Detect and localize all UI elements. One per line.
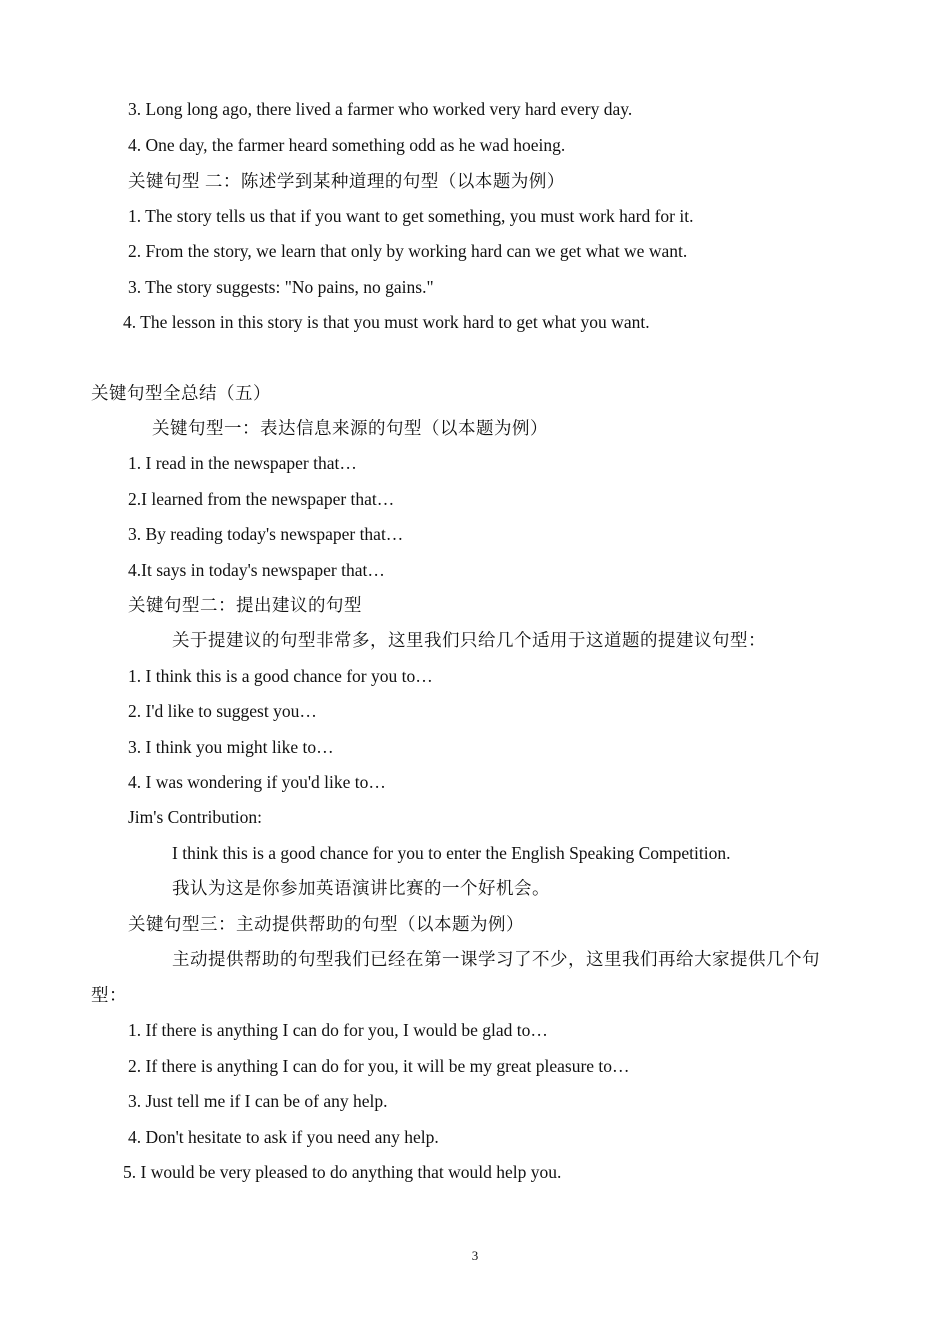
sentence-line: 3. Just tell me if I can be of any help. (128, 1091, 388, 1111)
sentence-line: 2.I learned from the newspaper that… (128, 489, 395, 509)
contribution-label: Jim's Contribution: (128, 807, 262, 827)
sentence-line: 2. From the story, we learn that only by working hard can we get what we want. (128, 241, 688, 261)
page-number: 3 (471, 1248, 479, 1263)
sentence-line: 1. I read in the newspaper that… (128, 453, 357, 473)
section-heading: 关键句型三：主动提供帮助的句型（以本题为例） (128, 914, 524, 934)
sentence-line: 4. The lesson in this story is that you must work hard to get what you want. (123, 312, 650, 332)
paragraph-text: 关于提建议的句型非常多，这里我们只给几个适用于这道题的提建议句型： (172, 630, 766, 650)
sentence-line: 4. One day, the farmer heard something odd as he wad hoeing. (128, 135, 566, 155)
sentence-line: 4. Don't hesitate to ask if you need any help. (128, 1127, 439, 1147)
sentence-line: 5. I would be very pleased to do anything that would help you. (123, 1162, 562, 1182)
translation-line: 我认为这是你参加英语演讲比赛的一个好机会。 (172, 878, 550, 898)
sentence-line: I think this is a good chance for you to enter the English Speaking Competition. (172, 843, 731, 863)
sentence-line: 1. I think this is a good chance for you to… (128, 666, 433, 686)
sentence-line: 3. By reading today's newspaper that… (128, 524, 404, 544)
sentence-line: 3. I think you might like to… (128, 737, 334, 757)
sentence-line: 4. I was wondering if you'd like to… (128, 772, 386, 792)
section-heading: 关键句型 二：陈述学到某种道理的句型（以本题为例） (128, 171, 565, 191)
paragraph-text: 主动提供帮助的句型我们已经在第一课学习了不少，这里我们再给大家提供几个句 (172, 949, 820, 969)
sentence-line: 3. The story suggests: "No pains, no gains." (128, 277, 434, 297)
summary-title: 关键句型全总结（五） (91, 383, 271, 403)
sentence-line: 2. I'd like to suggest you… (128, 701, 317, 721)
section-heading: 关键句型二：提出建议的句型 (128, 595, 362, 615)
section-heading: 关键句型一：表达信息来源的句型（以本题为例） (152, 418, 548, 438)
sentence-line: 1. If there is anything I can do for you, I would be glad to… (128, 1020, 548, 1040)
paragraph-text: 型： (91, 985, 127, 1005)
sentence-line: 2. If there is anything I can do for you, it will be my great pleasure to… (128, 1056, 630, 1076)
sentence-line: 4.It says in today's newspaper that… (128, 560, 385, 580)
sentence-line: 3. Long long ago, there lived a farmer who worked very hard every day. (128, 99, 633, 119)
sentence-line: 1. The story tells us that if you want to get something, you must work hard for it. (128, 206, 694, 226)
